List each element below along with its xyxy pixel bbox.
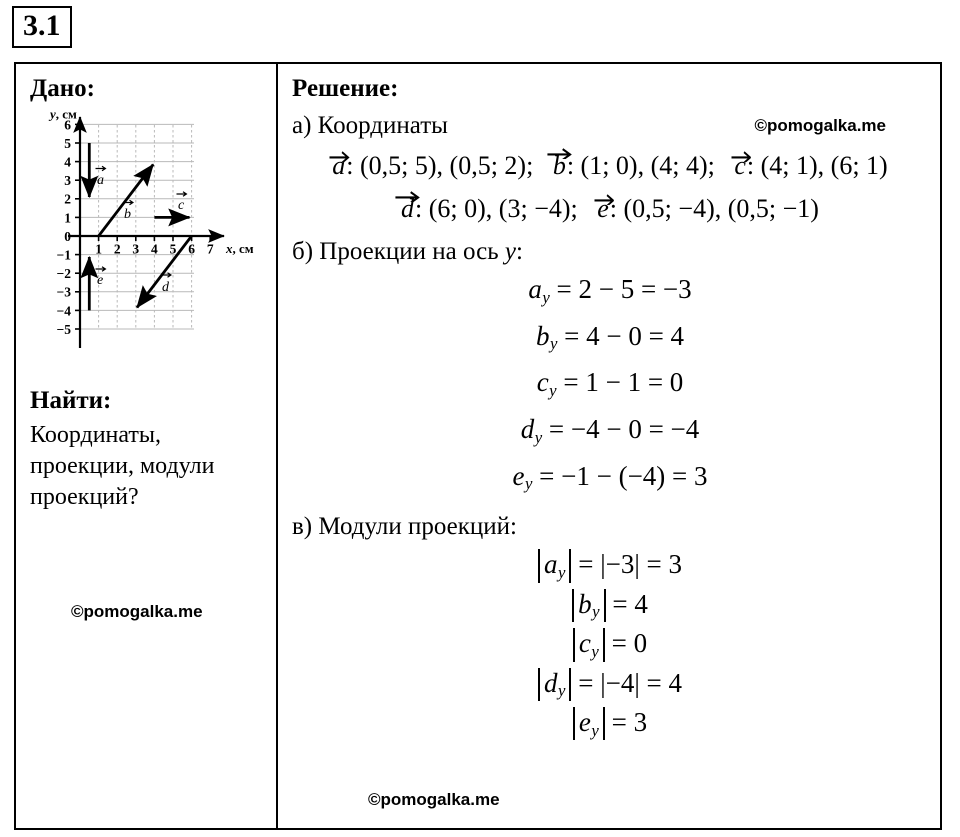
projection-a-sub: y xyxy=(542,287,550,307)
projection-e-name: e xyxy=(512,460,525,491)
solution-frame xyxy=(14,62,942,830)
projection-b-name: b xyxy=(535,320,550,351)
y-axis-label: y, см xyxy=(50,108,77,122)
modulus-c-expr: = 0 xyxy=(604,628,648,659)
part-b-label xyxy=(292,236,928,268)
modulus-d-name: d xyxy=(544,667,558,698)
modulus-c xyxy=(292,626,928,661)
modulus-b-name: b xyxy=(578,588,592,619)
y-tick-labels xyxy=(57,117,72,337)
projection-b xyxy=(292,319,928,362)
projection-b-sub: y xyxy=(549,334,558,354)
find-heading: Найти: xyxy=(30,387,112,414)
solution-column xyxy=(278,64,940,828)
svg-text:1: 1 xyxy=(64,210,71,226)
vector-b xyxy=(99,165,154,237)
vector-c xyxy=(154,192,189,218)
modulus-e-name: e xyxy=(578,706,591,737)
modulus-d-expr: = |−4| = 4 xyxy=(571,667,682,698)
modulus-d-sub: y xyxy=(558,681,566,701)
vector-d xyxy=(137,236,192,308)
projection-a-expr: = 2 − 5 = −3 xyxy=(549,274,692,304)
svg-text:6: 6 xyxy=(64,117,71,133)
modulus-c-sub: y xyxy=(591,641,599,661)
projection-d-name: d xyxy=(520,414,535,445)
svg-text:4: 4 xyxy=(151,241,158,257)
vector-e-label: e xyxy=(97,273,104,288)
watermark-left: ©pomogalka.me xyxy=(71,602,203,621)
vector-c-label: c xyxy=(178,198,185,213)
vector-diagram xyxy=(28,108,260,370)
projection-c-name: c xyxy=(536,367,549,398)
part-a-coordinates xyxy=(292,149,928,226)
modulus-e-expr: = 3 xyxy=(604,706,648,737)
svg-text:5: 5 xyxy=(64,135,71,151)
svg-text:5: 5 xyxy=(169,241,177,257)
part-c-label: в) Модули проекций: xyxy=(292,513,517,541)
axes xyxy=(68,117,224,348)
projection-e xyxy=(292,459,928,502)
vector-d-label: d xyxy=(162,280,169,295)
vector-a-label: a xyxy=(97,173,104,188)
vector-a-coords: : (0,5; 5), (0,5; 2); xyxy=(346,151,534,180)
modulus-a xyxy=(292,547,928,582)
part-b-axis: y xyxy=(504,238,516,265)
vector-d-coords: : (6; 0), (3; −4); xyxy=(415,194,578,223)
svg-text:−1: −1 xyxy=(56,247,71,263)
problem-number: 3.1 xyxy=(12,6,72,48)
modulus-c-name: c xyxy=(578,628,591,659)
modulus-e-bars xyxy=(573,707,605,740)
modulus-b-sub: y xyxy=(592,602,600,622)
x-tick-labels xyxy=(95,242,214,257)
svg-text:−2: −2 xyxy=(56,266,71,282)
vector-c-symbol: c xyxy=(734,149,747,183)
find-text: Координаты, проекции, модули проекций? xyxy=(30,422,215,510)
modulus-a-expr: = |−3| = 3 xyxy=(571,549,682,580)
vector-c-coords: : (4; 1), (6; 1) xyxy=(746,151,888,180)
modulus-a-name: a xyxy=(544,549,558,580)
modulus-b-expr: = 4 xyxy=(605,588,648,619)
watermark-top-right: ©pomogalka.me xyxy=(754,116,886,135)
projection-e-sub: y xyxy=(524,474,533,494)
vector-e-coords: : (0,5; −4), (0,5; −1) xyxy=(609,194,819,223)
projections-list xyxy=(292,272,928,501)
vector-a-symbol: a xyxy=(332,149,346,183)
vector-e-symbol: e xyxy=(597,192,610,226)
modulus-e xyxy=(292,705,928,740)
watermark-bottom: ©pomogalka.me xyxy=(368,790,500,809)
part-a-label: а) Координаты xyxy=(292,112,448,139)
svg-text:2: 2 xyxy=(113,241,121,257)
svg-text:0: 0 xyxy=(64,228,71,244)
vector-b-symbol: b xyxy=(553,149,567,183)
projection-a xyxy=(292,272,928,315)
vector-d-symbol: d xyxy=(401,192,415,226)
modulus-e-sub: y xyxy=(591,720,599,740)
moduli-list xyxy=(292,547,928,740)
coordinate-plane-svg xyxy=(28,108,260,370)
projection-c xyxy=(292,365,928,408)
svg-text:3: 3 xyxy=(64,173,71,189)
vector-e xyxy=(89,257,105,310)
projection-d xyxy=(292,412,928,455)
grid-lines xyxy=(80,124,194,329)
modulus-c-bars xyxy=(573,628,605,661)
part-b-colon: : xyxy=(516,238,523,265)
projection-b-expr: = 4 − 0 = 4 xyxy=(557,320,685,351)
svg-text:2: 2 xyxy=(64,191,71,207)
svg-text:−5: −5 xyxy=(56,321,71,337)
given-column xyxy=(16,64,278,828)
svg-text:6: 6 xyxy=(188,241,195,257)
projection-a-name: a xyxy=(528,274,542,304)
svg-text:7: 7 xyxy=(206,241,214,257)
part-b-text: б) Проекции на ось xyxy=(292,238,499,265)
modulus-d xyxy=(292,666,928,701)
vector-a xyxy=(89,143,105,197)
solution-heading: Решение: xyxy=(292,75,399,102)
x-axis-label: x, см xyxy=(226,241,254,256)
svg-text:−3: −3 xyxy=(56,284,71,300)
svg-text:−4: −4 xyxy=(56,303,71,319)
svg-text:4: 4 xyxy=(64,154,71,170)
vector-b-coords: : (1; 0), (4; 4); xyxy=(566,151,715,180)
modulus-a-sub: y xyxy=(558,563,566,583)
projection-c-sub: y xyxy=(549,381,557,401)
modulus-b-bars xyxy=(572,589,605,622)
modulus-b xyxy=(292,587,928,622)
projection-d-sub: y xyxy=(534,427,543,447)
vector-b-label: b xyxy=(124,207,131,222)
modulus-a-bars xyxy=(538,549,571,582)
given-heading: Дано: xyxy=(30,75,95,102)
svg-text:1: 1 xyxy=(95,241,102,257)
svg-text:3: 3 xyxy=(132,241,140,257)
modulus-d-bars xyxy=(538,668,571,701)
projection-d-expr: = −4 − 0 = −4 xyxy=(542,414,700,445)
projection-c-expr: = 1 − 1 = 0 xyxy=(556,367,684,398)
find-block xyxy=(30,386,266,513)
projection-e-expr: = −1 − (−4) = 3 xyxy=(532,460,708,491)
